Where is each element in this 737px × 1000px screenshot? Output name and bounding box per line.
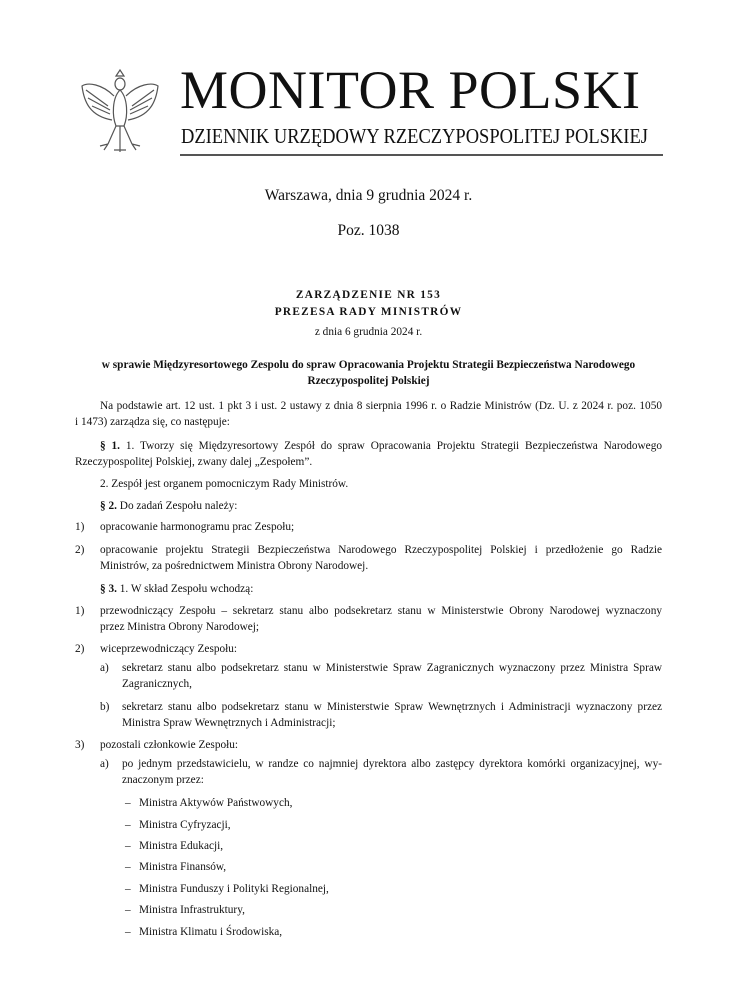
sub-item-cont: znaczonym przez: — [122, 774, 204, 786]
legal-basis: Na podstawie art. 12 ust. 1 pkt 3 i ust. 2 ustawy z dnia 8 sierpnia 1996 r. o Radzie Ministrów (Dz. U. z 2024 r. poz. 1050 — [100, 400, 662, 412]
section-mark: § 1. — [100, 440, 120, 452]
minister-list-item: Ministra Aktywów Państwowych, — [139, 797, 293, 809]
minister-list-item: Ministra Edukacji, — [139, 840, 224, 852]
subitem-letter: a) — [100, 758, 109, 770]
list-item: pozostali członkowie Zespołu: — [100, 739, 239, 751]
list-item: opracowanie projektu Strategii Bezpieczeństwa Narodowego Rzeczypospolitej Polskiej i przedłożenie go Radzie — [100, 544, 662, 556]
act-subject-cont: Rzeczypospolitej Polskiej — [307, 375, 430, 387]
sub-item-cont: Zagranicznych, — [122, 678, 192, 690]
item-number: 3) — [75, 739, 85, 751]
section-1-para-1 — [100, 439, 662, 453]
sub-item: po jednym przedstawicielu, w randze co najmniej dyrektora albo zastępcy dyrektora komórki organizacyjnej, wy- — [122, 758, 662, 770]
publication-title: MONITOR POLSKI — [180, 60, 641, 120]
act-issuer: PREZESA RADY MINISTRÓW — [274, 306, 463, 318]
list-item: przewodniczący Zespołu – sekretarz stanu albo podsekretarz stanu w Ministerstwie Obrony Narodowej wyznaczony — [100, 605, 662, 617]
act-subject: w sprawie Międzyresortowego Zespolu do spraw Opracowania Projektu Strategii Bezpieczeństwa Narodowego — [101, 359, 636, 371]
publication-subtitle: DZIENNIK URZĘDOWY RZECZYPOSPOLITEJ POLSKIEJ — [181, 124, 648, 148]
subitem-letter: b) — [100, 701, 110, 713]
minister-list-item: Ministra Klimatu i Środowiska, — [139, 926, 283, 938]
list-item: opracowanie harmonogramu prac Zespołu; — [100, 521, 295, 533]
minister-list-item: Ministra Finansów, — [139, 861, 227, 873]
section-1-para-1-cont: Rzeczypospolitej Polskiej, zwany dalej „Zespołem”. — [75, 456, 313, 468]
section-mark: § 2. — [100, 500, 117, 512]
item-number: 1) — [75, 521, 85, 533]
dash-marker: – — [125, 926, 131, 938]
dash-marker: – — [125, 797, 131, 809]
list-item-cont: Ministrów, za pośrednictwem Ministra Obrony Narodowej. — [100, 560, 369, 572]
sub-item-cont: Ministra Spraw Wewnętrznych i Administracji; — [122, 717, 336, 729]
dash-marker: – — [125, 904, 131, 916]
minister-list-item: Ministra Funduszy i Polityki Regionalnej, — [139, 883, 329, 895]
section-1-para-2: 2. Zespół jest organem pomocniczym Rady Ministrów. — [100, 478, 349, 490]
text: 1. W skład Zespołu wchodzą: — [119, 583, 254, 595]
position-number: Poz. 1038 — [337, 222, 400, 239]
item-number: 1) — [75, 605, 85, 617]
sub-item: sekretarz stanu albo podsekretarz stanu w Ministerstwie Spraw Zagranicznych wyznaczony przez Ministra Spraw — [122, 662, 662, 674]
header-rule — [180, 154, 663, 156]
minister-list-item: Ministra Cyfryzacji, — [139, 819, 231, 831]
dash-marker: – — [125, 883, 131, 895]
section-2-intro — [100, 499, 237, 513]
legal-basis-cont: i 1473) zarządza się, co następuje: — [75, 416, 230, 428]
minister-list-item: Ministra Infrastruktury, — [139, 904, 245, 916]
item-number: 2) — [75, 643, 85, 655]
sub-item: sekretarz stanu albo podsekretarz stanu w Ministerstwie Spraw Wewnętrznych i Administracji wyznaczony przez — [122, 701, 662, 713]
dash-marker: – — [125, 861, 131, 873]
item-number: 2) — [75, 544, 85, 556]
issue-date: Warszawa, dnia 9 grudnia 2024 r. — [264, 187, 473, 204]
act-date: z dnia 6 grudnia 2024 r. — [314, 326, 423, 338]
section-3-intro — [100, 582, 253, 596]
text: Do zadań Zespołu należy: — [119, 500, 238, 512]
text: 1. Tworzy się Międzyresortowy Zespół do spraw Opracowania Projektu Strategii Bezpieczeństwa Narodowego — [125, 440, 662, 452]
dash-marker: – — [125, 840, 131, 852]
polish-eagle-emblem — [78, 64, 162, 156]
act-type: ZARZĄDZENIE NR 153 — [295, 289, 442, 301]
list-item: wiceprzewodniczący Zespołu: — [100, 643, 238, 655]
subitem-letter: a) — [100, 662, 109, 674]
list-item-cont: przez Ministra Obrony Narodowej; — [100, 621, 260, 633]
dash-marker: – — [125, 819, 131, 831]
section-mark: § 3. — [100, 583, 117, 595]
